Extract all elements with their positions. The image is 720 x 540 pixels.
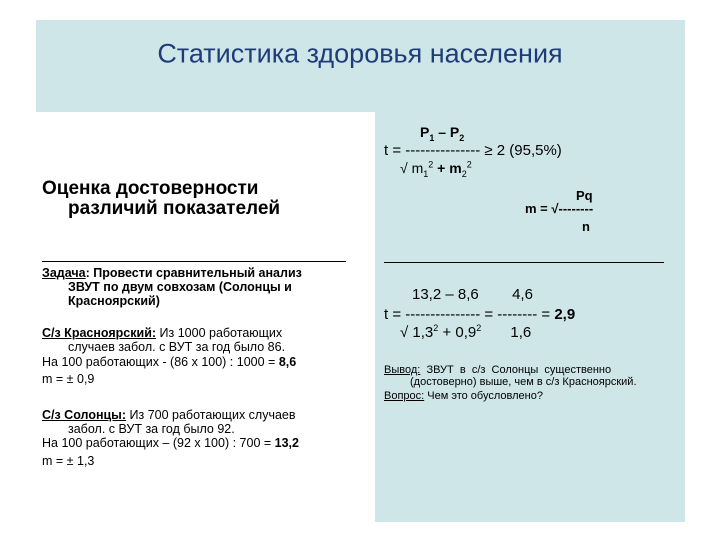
formula1-line (384, 142, 562, 159)
solontsy-line-1 (42, 408, 296, 423)
krasnoyarsk-value: 8,6 (278, 355, 297, 369)
denominator-value: 1,6 (481, 324, 532, 341)
sqrt-13: √ 1,3 (400, 324, 434, 341)
formula2-t: t = --------------- = -------- = (384, 306, 555, 323)
p2-subscript: 2 (459, 132, 465, 143)
question-text: Чем это обусловлено? (424, 390, 543, 402)
formula2-line (384, 306, 575, 323)
solontsy-error: m = ± 1,3 (42, 454, 95, 468)
m-formula-bottom: n (582, 219, 590, 234)
task-line-1 (42, 266, 302, 280)
solontsy-value: 13,2 (274, 436, 299, 450)
task-line-3: Красноярский) (68, 294, 160, 308)
heading-line-1: Оценка достоверности (42, 178, 259, 199)
right-divider (384, 262, 664, 263)
m2-superscript: 2 (466, 159, 472, 170)
krasnoyarsk-line-2: случаев забол. с ВУТ за год было 86. (68, 340, 286, 354)
krasnoyarsk-error: m = ± 0,9 (42, 372, 95, 386)
p1-symbol: P (420, 124, 430, 140)
p1-subscript: 1 (429, 132, 435, 143)
solontsy-line-3 (42, 436, 299, 451)
task-text: : Провести сравнительный анализ (85, 266, 302, 280)
question-label: Вопрос: (384, 390, 425, 402)
task-label: Задача (42, 266, 86, 280)
solontsy-text: Из 700 работающих случаев (126, 408, 296, 422)
formula2-denominator (400, 324, 531, 341)
formula1-denominator (400, 159, 472, 179)
conclusion-label: Вывод: (384, 364, 421, 376)
krasnoyarsk-line-1 (42, 326, 282, 341)
left-divider (42, 261, 346, 262)
m1-subscript: 1 (423, 168, 429, 179)
heading-line-2: различий показателей (68, 198, 281, 219)
krasnoyarsk-text: Из 1000 работающих (156, 326, 283, 340)
sq-09: 2 (476, 323, 482, 333)
solontsy-line-2: забол. с ВУТ за год было 92. (68, 422, 235, 436)
krasnoyarsk-calc: На 100 работающих - (86 х 100) : 1000 = (42, 355, 279, 369)
krasnoyarsk-line-3 (42, 355, 296, 370)
question-line (384, 390, 543, 403)
formula2-numerator: 13,2 – 8,6 4,6 (412, 286, 533, 303)
formula1-t: t = --------------- ≥ 2 (95,5%) (384, 142, 562, 159)
solontsy-calc: На 100 работающих – (92 х 100) : 700 = (42, 436, 275, 450)
formula2-result: 2,9 (554, 306, 576, 323)
m-formula-top: Pq (576, 188, 593, 203)
sq-13: 2 (433, 323, 439, 333)
formula1-numerator (420, 124, 465, 143)
sqrt-m1: √ m (400, 160, 424, 176)
m1-superscript: 2 (428, 159, 434, 170)
minus-p2: – P (434, 124, 460, 140)
m-formula-middle: m = √-------- (525, 201, 594, 216)
slide-title: Статистика здоровья населения (157, 38, 563, 69)
conclusion-line-2: (достоверно) выше, чем в с/з Красноярский. (410, 376, 637, 388)
task-line-2: ЗВУТ по двум совхозам (Солонцы и (68, 280, 292, 294)
krasnoyarsk-label: С/з Красноярский: (42, 326, 157, 340)
plus-m2: + m (433, 160, 462, 176)
m2-subscript: 2 (461, 168, 467, 179)
conclusion-text: ЗВУТ в с/з Солонцы существенно (420, 364, 612, 376)
plus-09: + 0,9 (438, 324, 477, 341)
solontsy-label: С/з Солонцы: (42, 408, 127, 422)
